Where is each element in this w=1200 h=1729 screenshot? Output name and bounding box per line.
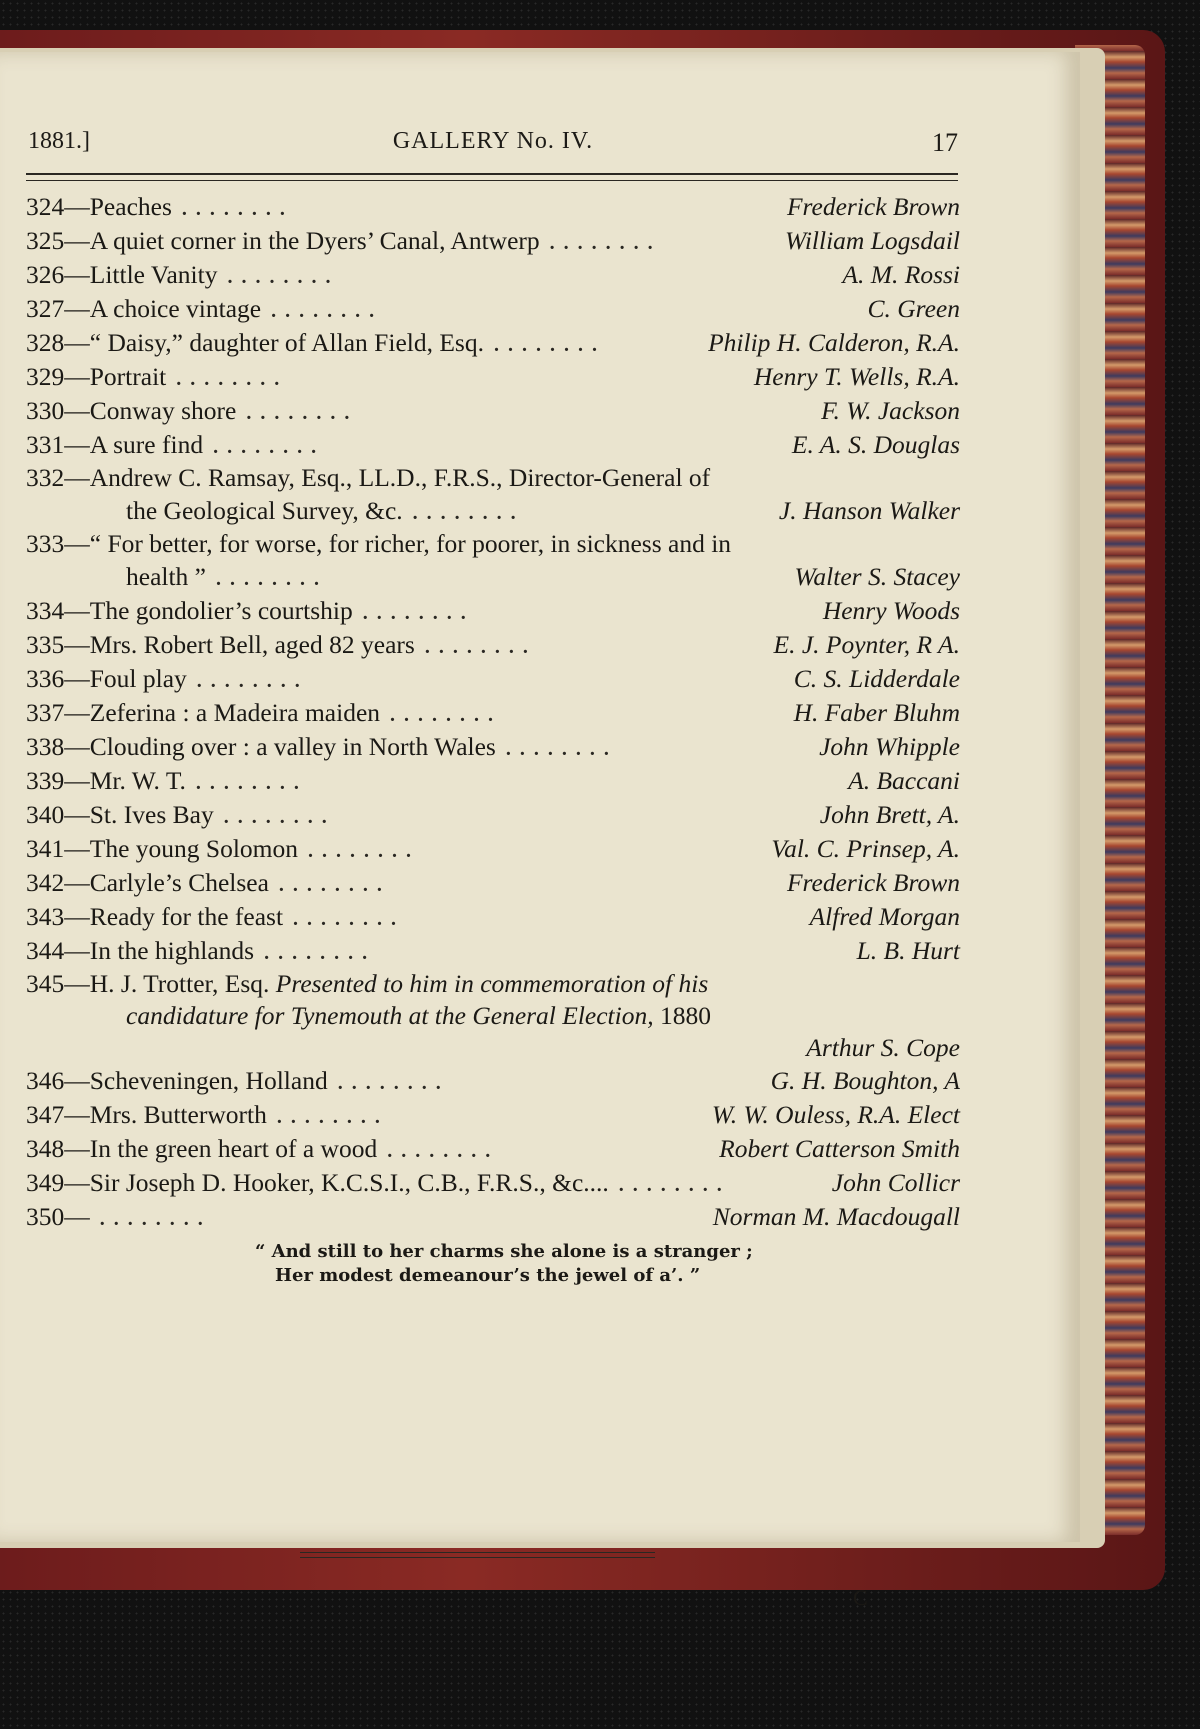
entry-333-line2 [26,560,960,594]
entry-title: 348—In the green heart of a wood [26,1134,378,1163]
leader-dots: ........ [176,368,289,390]
leader-dots: ........ [390,704,503,726]
catalogue-entry [26,934,960,968]
catalogue-entry [26,764,960,798]
entry-title: 344—In the highlands [26,936,255,965]
catalogue-entry [26,1064,960,1098]
entry-title: 346—Scheveningen, Holland [26,1066,328,1095]
leader-dots: ........ [293,908,406,930]
catalogue-entry [26,662,960,696]
entry-332-artist: J. Hanson Walker [778,496,960,525]
leader-dots: ........ [246,402,359,424]
catalogue-entry [26,326,960,360]
leader-dots: ........ [387,1140,500,1162]
catalogue-entry [26,190,960,224]
leader-dots: ........ [271,300,384,322]
entry-333-title: health ” [126,562,206,591]
entry-345-year: 1880 [659,1001,711,1030]
page-number: 17 [932,128,958,157]
entry-title: 337—Zeferina : a Madeira maiden [26,698,381,727]
catalogue-entry [26,360,960,394]
entry-345-italic2: candidature for Tynemouth at the General Election, [126,1001,654,1030]
header-title: GALLERY No. IV. [392,128,594,154]
leader-dots: ........ [493,334,606,356]
entry-332-title: the Geological Survey, &c. [126,496,403,525]
leader-dots: ........ [276,1106,389,1128]
entry-artist: A. Baccani [848,766,960,795]
closing-rule [300,1552,655,1558]
leader-dots: ........ [337,1072,450,1094]
header-year: 1881.] [28,128,90,154]
catalogue-entries [26,190,960,1234]
entry-333-line1: 333—“ For better, for worse, for richer, for poorer, in sickness and in [26,529,732,558]
epigraph-quote [255,1240,753,1288]
entry-345-prefix: 345—H. J. Trotter, Esq. [26,969,270,998]
entry-title: 334—The gondolier’s courtship [26,596,353,625]
catalogue-entry [26,1098,960,1132]
entry-332 [26,462,960,528]
entry-title: 324—Peaches [26,192,172,221]
entry-345 [26,968,960,1064]
leader-dots: ........ [412,502,525,524]
leader-dots: ........ [195,772,308,794]
entry-artist: Robert Catterson Smith [719,1134,960,1163]
catalogue-entry [26,832,960,866]
entry-title: 340—St. Ives Bay [26,800,214,829]
entry-title: 327—A choice vintage [26,294,262,323]
entry-artist: Frederick Brown [786,868,960,897]
entry-345-artist: Arthur S. Cope [806,1033,960,1062]
entry-333 [26,528,960,594]
signature-mark: C [853,1585,868,1610]
catalogue-entry [26,900,960,934]
entry-333-artist: Walter S. Stacey [794,562,960,591]
catalogue-entry [26,594,960,628]
entry-title: 339—Mr. W. T. [26,766,186,795]
catalogue-entry [26,428,960,462]
leader-dots: ........ [216,568,328,590]
entry-artist: Norman M. Macdougall [712,1202,960,1231]
entry-artist: William Logsdail [785,226,960,255]
leader-dots: ........ [362,602,475,624]
catalogue-entry [26,628,960,662]
leader-dots: ........ [223,806,336,828]
catalogue-entry [26,292,960,326]
leader-dots: ........ [99,1208,212,1230]
entry-artist: A. M. Rossi [842,260,960,289]
entry-title: 335—Mrs. Robert Bell, aged 82 years [26,630,415,659]
header-rule [26,173,958,181]
entry-title: 343—Ready for the feast [26,902,284,931]
entry-title: 328—“ Daisy,” daughter of Allan Field, Esq. [26,328,484,357]
entry-artist: L. B. Hurt [856,936,960,965]
entry-artist: E. A. S. Douglas [791,430,960,459]
entry-artist: Henry Woods [822,596,960,625]
leader-dots: ........ [505,738,618,760]
entry-artist: Henry T. Wells, R.A. [753,362,960,391]
entry-artist: Philip H. Calderon, R.A. [708,328,960,357]
entry-332-line1: 332—Andrew C. Ramsay, Esq., LL.D., F.R.S., Director-General of [26,463,711,492]
entry-artist: H. Faber Bluhm [793,698,960,727]
entry-artist: F. W. Jackson [821,396,960,425]
entry-title: 329—Portrait [26,362,167,391]
entry-title: 341—The young Solomon [26,834,298,863]
leader-dots: ........ [227,266,340,288]
catalogue-entry [26,696,960,730]
entry-artist: E. J. Poynter, R A. [773,630,960,659]
entry-artist: C. S. Lidderdale [793,664,960,693]
entry-345-line2 [26,1000,960,1032]
catalogue-entry [26,394,960,428]
entry-artist: John Whipple [819,732,960,761]
entry-artist: C. Green [867,294,960,323]
entry-title: 349—Sir Joseph D. Hooker, K.C.S.I., C.B., F.R.S., &c.... [26,1168,609,1197]
catalogue-entry [26,798,960,832]
entry-artist: Frederick Brown [786,192,960,221]
entry-345-line1 [26,968,960,1000]
entry-artist: W. W. Ouless, R.A. Elect [711,1100,960,1129]
entry-title: 330—Conway shore [26,396,237,425]
entry-title: 350— [26,1202,90,1231]
leader-dots: ........ [278,874,391,896]
entry-artist: G. H. Boughton, A [770,1066,960,1095]
leader-dots: ........ [618,1174,731,1196]
entry-artist: Alfred Morgan [809,902,960,931]
catalogue-entry [26,1132,960,1166]
entry-title: 342—Carlyle’s Chelsea [26,868,269,897]
entry-artist: John Brett, A. [819,800,960,829]
entry-title: 347—Mrs. Butterworth [26,1100,267,1129]
entry-title: 336—Foul play [26,664,187,693]
entry-title: 325—A quiet corner in the Dyers’ Canal, Antwerp [26,226,540,255]
catalogue-entry [26,224,960,258]
entry-artist: Val. C. Prinsep, A. [771,834,960,863]
entry-345-italic1: Presented to him in commemoration of his [275,969,709,998]
leader-dots: ........ [181,198,294,220]
catalogue-entry [26,730,960,764]
leader-dots: ........ [308,840,420,862]
catalogue-entry [26,258,960,292]
entry-artist: John Collicr [831,1168,960,1197]
running-header [28,128,958,164]
leader-dots: ........ [549,232,662,254]
leader-dots: ........ [424,636,537,658]
entry-title: 326—Little Vanity [26,260,218,289]
catalogue-entry [26,1200,960,1234]
entry-title: 331—A sure find [26,430,204,459]
catalogue-entry [26,866,960,900]
quote-line-1: “ And still to her charms she alone is a stranger ; [255,1241,753,1262]
entry-332-line2 [26,494,960,528]
catalogue-entry [26,1166,960,1200]
leader-dots: ........ [264,942,377,964]
leader-dots: ........ [213,436,326,458]
leader-dots: ........ [196,670,309,692]
quote-line-2: Her modest demeanour’s the jewel of a’. ” [275,1265,701,1286]
entry-title: 338—Clouding over : a valley in North Wales [26,732,496,761]
